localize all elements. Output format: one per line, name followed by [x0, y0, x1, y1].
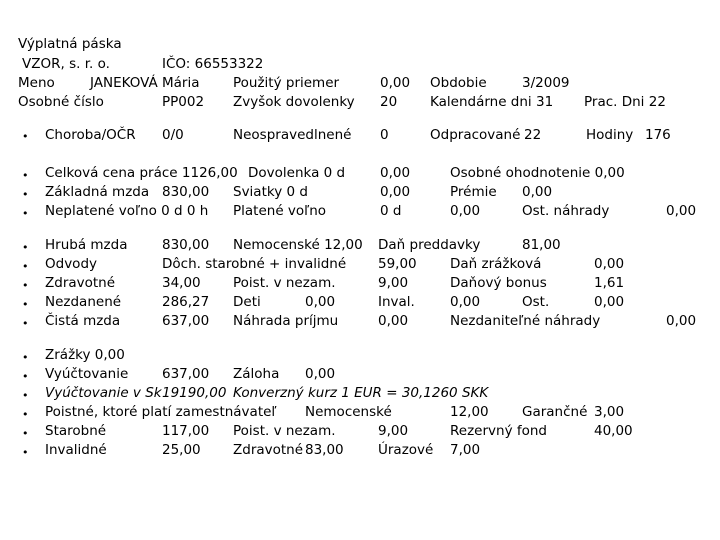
total-labour-cost: Celková cena práce 1126,00 — [45, 165, 238, 181]
other-label: Ost. — [522, 294, 550, 310]
income-compensation-label: Náhrada príjmu — [233, 313, 339, 329]
name-value: JANEKOVÁ Mária — [90, 75, 200, 91]
employer-health-value: 83,00 — [305, 442, 344, 458]
old-age-value: 117,00 — [162, 423, 210, 439]
invalid-label: Inval. — [378, 294, 415, 310]
personal-number-label: Osobné číslo — [18, 94, 104, 110]
employer-health-label: Zdravotné — [233, 442, 304, 458]
sick-insurance: Nemocenské 12,00 — [233, 237, 363, 253]
tax-bonus-value: 1,61 — [594, 275, 625, 291]
deductions: Zrážky 0,00 — [45, 347, 125, 363]
gross-salary-value: 830,00 — [162, 237, 210, 253]
untaxed-value: 286,27 — [162, 294, 210, 310]
advance-value: 0,00 — [305, 366, 336, 382]
bullet: • — [22, 370, 29, 383]
base-salary-label: Základná mzda — [45, 184, 150, 200]
unemployment-insurance-label: Poist. v nezam. — [233, 423, 336, 439]
settlement-value: 637,00 — [162, 366, 210, 382]
tax-advance-label: Daň preddavky — [378, 237, 481, 253]
employer-sick-label: Nemocenské — [305, 404, 392, 420]
other-compensation-right: 0,00 — [666, 203, 697, 219]
bullet: • — [22, 207, 29, 220]
invalidity-label: Invalidné — [45, 442, 107, 458]
other-compensation-value: 0,00 — [450, 203, 481, 219]
bullet: • — [22, 317, 29, 330]
bullet: • — [22, 241, 29, 254]
personal-number-value: PP002 — [162, 94, 205, 110]
unpaid-leave: Neplatené voľno 0 d 0 h — [45, 203, 209, 219]
settlement-sk-value: 19190,00 — [162, 385, 227, 401]
untaxed-label: Nezdanené — [45, 294, 122, 310]
holidays-value: 0,00 — [380, 184, 411, 200]
employer-sick-value: 12,00 — [450, 404, 489, 420]
bullet: • — [22, 446, 29, 459]
guarantee-label: Garančné — [522, 404, 588, 420]
other-compensation-label: Ost. náhrady — [522, 203, 610, 219]
paid-leave-value: 0 d — [380, 203, 402, 219]
unemployment-label: Poist. v nezam. — [233, 275, 336, 291]
bonus-value: 0,00 — [522, 184, 553, 200]
old-age-label: Starobné — [45, 423, 107, 439]
sick-label: Choroba/OČR — [45, 127, 136, 143]
company-name: VZOR, s. r. o. — [22, 56, 110, 72]
holidays-label: Sviatky 0 d — [233, 184, 308, 200]
settlement-sk-label: Vyúčtovanie v Sk — [45, 385, 162, 401]
children-value: 0,00 — [305, 294, 336, 310]
pension-invalid-label: Dôch. starobné + invalidné — [162, 256, 347, 272]
period-value: 3/2009 — [522, 75, 570, 91]
net-salary-label: Čistá mzda — [45, 313, 121, 329]
tax-advance-value: 81,00 — [522, 237, 561, 253]
advance-label: Záloha — [233, 366, 280, 382]
guarantee-value: 3,00 — [594, 404, 625, 420]
bullet: • — [22, 389, 29, 402]
conversion-rate: Konverzný kurz 1 EUR = 30,1260 SKK — [233, 385, 489, 401]
bullet: • — [22, 298, 29, 311]
bullet: • — [22, 169, 29, 182]
period-label: Obdobie — [430, 75, 487, 91]
invalidity-value: 25,00 — [162, 442, 201, 458]
bonus-label: Prémie — [450, 184, 497, 200]
reserve-fund-label: Rezervný fond — [450, 423, 547, 439]
paid-leave-label: Platené voľno — [233, 203, 327, 219]
health-value: 34,00 — [162, 275, 201, 291]
sick-value: 0/0 — [162, 127, 184, 143]
hours-label: Hodiny — [586, 127, 634, 143]
gross-salary-label: Hrubá mzda — [45, 237, 128, 253]
injury-value: 7,00 — [450, 442, 481, 458]
base-salary-value: 830,00 — [162, 184, 210, 200]
bullet: • — [22, 279, 29, 292]
health-label: Zdravotné — [45, 275, 116, 291]
payslip-title: Výplatná páska — [18, 36, 122, 52]
work-days: Prac. Dni 22 — [584, 94, 666, 110]
hours-value: 176 — [645, 127, 671, 143]
unemployment-value: 9,00 — [378, 275, 409, 291]
income-compensation-value: 0,00 — [378, 313, 409, 329]
vacation-label: Dovolenka 0 d — [248, 165, 346, 181]
bullet: • — [22, 427, 29, 440]
vacation-rest-label: Zvyšok dovolenky — [233, 94, 355, 110]
bullet: • — [22, 188, 29, 201]
bullet: • — [22, 130, 29, 143]
non-taxable-label: Nezdaniteľné náhrady — [450, 313, 601, 329]
unemployment-insurance-value: 9,00 — [378, 423, 409, 439]
bullet: • — [22, 408, 29, 421]
bullet: • — [22, 351, 29, 364]
unexcused-label: Neospravedlnené — [233, 127, 352, 143]
invalid-value: 0,00 — [450, 294, 481, 310]
average-label: Použitý priemer — [233, 75, 340, 91]
reserve-fund-value: 40,00 — [594, 423, 633, 439]
vacation-rest-value: 20 — [380, 94, 398, 110]
non-taxable-value: 0,00 — [666, 313, 697, 329]
calendar-days: Kalendárne dni 31 — [430, 94, 554, 110]
unexcused-value: 0 — [380, 127, 389, 143]
contributions-label: Odvody — [45, 256, 98, 272]
children-label: Deti — [233, 294, 261, 310]
withholding-tax-value: 0,00 — [594, 256, 625, 272]
personal-evaluation: Osobné ohodnotenie 0,00 — [450, 165, 625, 181]
tax-bonus-label: Daňový bonus — [450, 275, 547, 291]
name-label: Meno — [18, 75, 55, 91]
bullet: • — [22, 260, 29, 273]
injury-label: Úrazové — [378, 442, 434, 458]
company-ico: IČO: 66553322 — [162, 56, 264, 72]
net-salary-value: 637,00 — [162, 313, 210, 329]
other-value: 0,00 — [594, 294, 625, 310]
average-value: 0,00 — [380, 75, 411, 91]
worked-label: Odpracované — [430, 127, 521, 143]
settlement-label: Vyúčtovanie — [45, 366, 129, 382]
pension-value: 59,00 — [378, 256, 417, 272]
worked-value: 22 — [524, 127, 542, 143]
vacation-value: 0,00 — [380, 165, 411, 181]
employer-paid-label: Poistné, ktoré platí zamestnávateľ — [45, 404, 277, 420]
withholding-tax-label: Daň zrážková — [450, 256, 542, 272]
